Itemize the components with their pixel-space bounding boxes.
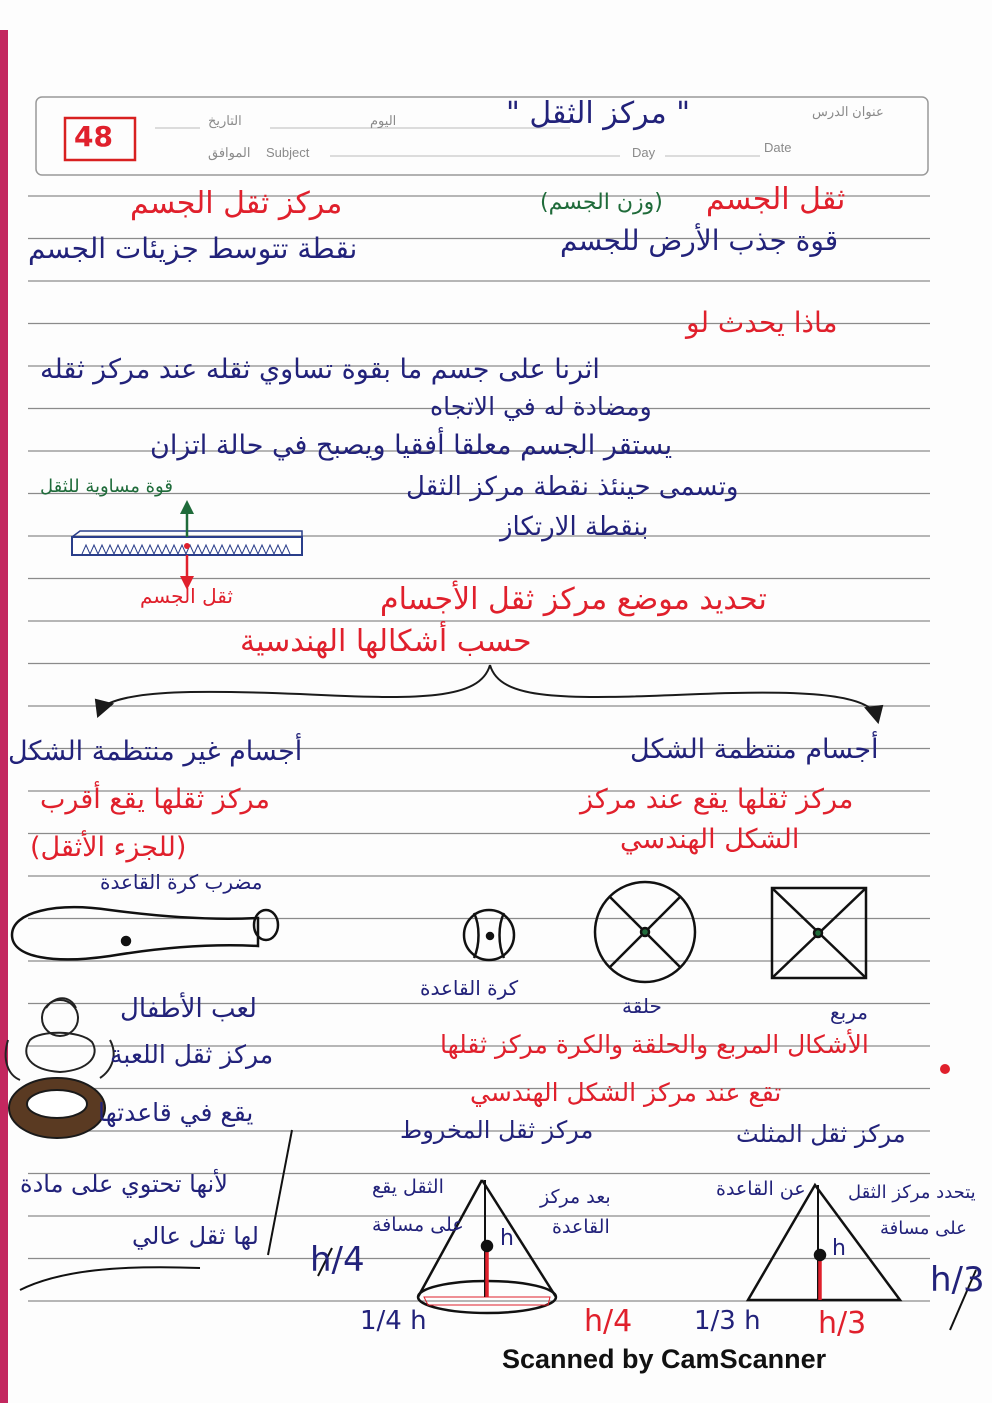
section-subtitle: حسب أشكالها الهندسية [240, 624, 532, 659]
weight-arrow-label: ثقل الجسم [140, 584, 233, 608]
note-bullet [940, 1064, 950, 1074]
date-label-en: Date [764, 140, 792, 155]
lesson-label: عنوان الدرس [812, 104, 884, 119]
triangle-left: عن القاعدة [716, 1178, 806, 1200]
weight-title: ثقل الجسم [706, 182, 846, 217]
irregular-line-1: مركز ثقلها يقع أقرب [40, 784, 270, 815]
triangle-bottom-right: h/3 [818, 1306, 867, 1341]
date-label-ar: التاريخ [208, 113, 242, 128]
ball-label: كرة القاعدة [420, 976, 519, 1000]
subject-label: Subject [266, 145, 310, 160]
toy-line-1: مركز ثقل اللعبة [110, 1040, 274, 1069]
cone-h: h [500, 1226, 514, 1251]
irregular-line-2: (للجزء الأثقل) [30, 832, 187, 863]
regular-line-2: الشكل الهندسي [620, 824, 800, 855]
note-line-2: تقع عند مركز الشكل الهندسي [470, 1078, 782, 1107]
triangle-title: مركز ثقل المثلث [736, 1120, 906, 1148]
page-number: 48 [74, 120, 113, 153]
triangle-right-1: يتحدد مركز الثقل [848, 1182, 976, 1203]
question-line-5: بنقطة الارتكاز [500, 512, 649, 542]
section-title: تحديد موضع مركز ثقل الأجسام [380, 582, 767, 617]
cone-left-2: على مسافة [372, 1214, 464, 1236]
cone-left-1: الثقل يقع [372, 1176, 444, 1198]
cog-definition: نقطة تتوسط جزيئات الجسم [28, 232, 358, 265]
question-title: ماذا يحدث لو [686, 306, 838, 339]
page-binding-edge [0, 30, 8, 1403]
weight-paren: (وزن الجسم) [540, 190, 663, 215]
cone-right-2: القاعدة [552, 1216, 610, 1238]
day-label-en: Day [632, 145, 656, 160]
triangle-side-fraction: h/3 [930, 1260, 985, 1300]
irregular-title: أجسام غير منتظمة الشكل [8, 736, 303, 767]
ring-label: حلقة [622, 994, 662, 1018]
question-line-3: يستقر الجسم معلقا أفقيا ويصبح في حالة اتزان [150, 430, 673, 461]
cone-side-fraction: h/4 [310, 1240, 365, 1280]
up-force-label: قوة مساوية للثقل [40, 476, 173, 497]
question-line-2: ومضادة له في الاتجاه [430, 392, 652, 421]
triangle-h: h [832, 1236, 846, 1261]
triangle-bottom-left: 1/3 h [694, 1306, 761, 1336]
regular-title: أجسام منتظمة الشكل [630, 734, 879, 765]
triangle-right-2: على مسافة [880, 1218, 967, 1239]
cone-bottom-left: 1/4 h [360, 1306, 427, 1336]
cone-title: مركز ثقل المخروط [400, 1116, 594, 1144]
toy-line-4: لها ثقل عالي [132, 1222, 259, 1250]
day-label-ar: اليوم [370, 113, 397, 128]
corresponding-label-ar: الموافق [208, 145, 251, 160]
cone-right-1: بعد مركز [540, 1186, 611, 1208]
cone-bottom-right: h/4 [584, 1304, 633, 1339]
question-line-1: اثرنا على جسم ما بقوة تساوي ثقله عند مركز ثقله [40, 354, 600, 385]
weight-definition: قوة جذب الأرض للجسم [560, 224, 839, 257]
question-line-4: وتسمى حينئذ نقطة مركز الثقل [406, 472, 739, 502]
regular-line-1: مركز ثقلها يقع عند مركز [580, 784, 854, 815]
bat-label: مضرب كرة القاعدة [100, 870, 263, 894]
page-title: " مركز الثقل " [506, 96, 691, 131]
toy-line-2: يقع في قاعدتها [98, 1098, 254, 1127]
scanner-watermark: Scanned by CamScanner [502, 1344, 827, 1374]
note-line-1: الأشكال المربع والحلقة والكرة مركز ثقلها [440, 1030, 869, 1059]
square-label: مربع [830, 1000, 868, 1024]
toy-title: لعب الأطفال [120, 994, 257, 1024]
cog-title: مركز ثقل الجسم [130, 186, 343, 221]
toy-line-3: لأنها تحتوي على مادة [20, 1170, 228, 1198]
